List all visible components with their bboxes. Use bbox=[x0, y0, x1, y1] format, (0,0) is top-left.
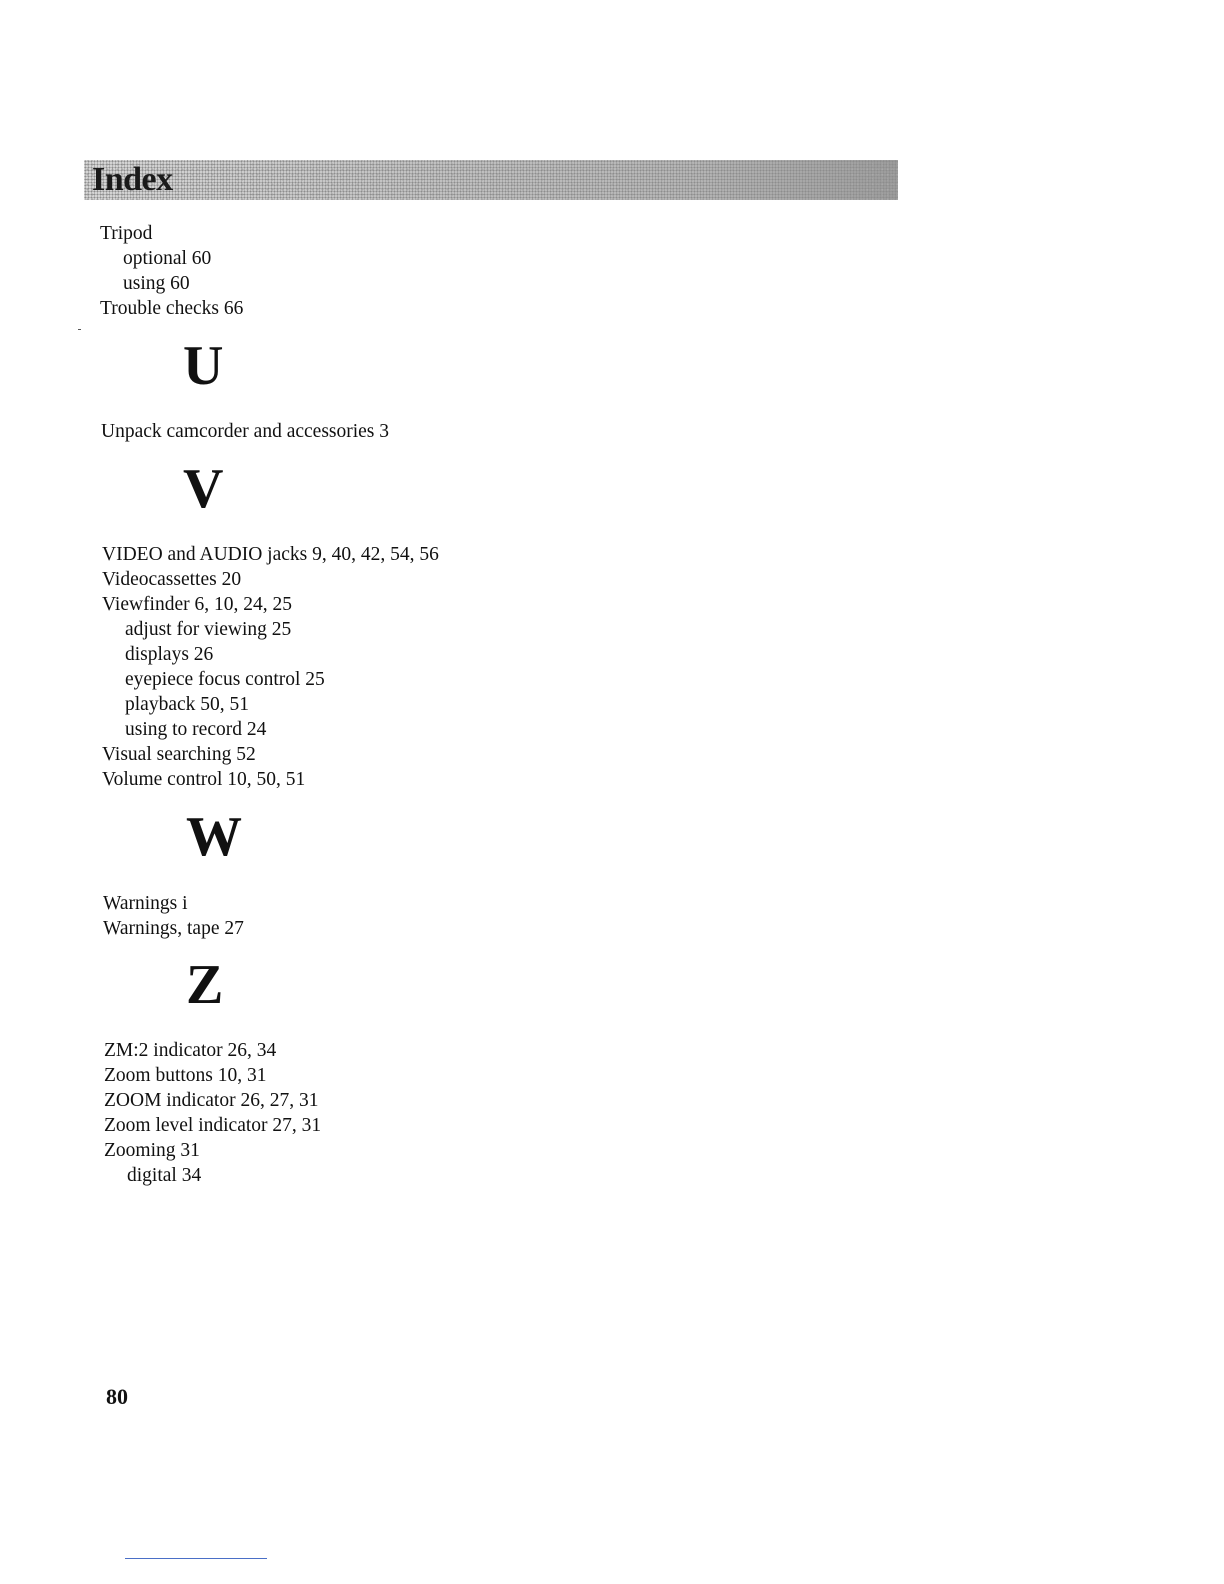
index-subentry: using 60 bbox=[123, 273, 190, 294]
index-subentry: adjust for viewing 25 bbox=[125, 619, 292, 640]
index-entry: Warnings i bbox=[103, 893, 188, 914]
index-block-z bbox=[104, 1038, 321, 1188]
index-subentry: displays 26 bbox=[125, 644, 214, 665]
index-block-t bbox=[100, 221, 243, 321]
index-entry: Viewfinder 6, 10, 24, 25 bbox=[102, 594, 293, 615]
index-entry: Zoom buttons 10, 31 bbox=[104, 1065, 267, 1086]
index-block-v bbox=[102, 542, 439, 792]
index-subentry: using to record 24 bbox=[125, 719, 267, 740]
index-entry: Tripod bbox=[100, 223, 153, 244]
index-entry: Videocassettes 20 bbox=[102, 569, 242, 590]
index-title: Index bbox=[92, 161, 173, 198]
page-number: 80 bbox=[106, 1384, 128, 1409]
section-letter-z: Z bbox=[186, 954, 224, 1016]
footer-rule bbox=[125, 1558, 267, 1559]
index-subentry: eyepiece focus control 25 bbox=[125, 669, 325, 690]
index-entry: Zooming 31 bbox=[104, 1140, 200, 1161]
index-entry: ZM:2 indicator 26, 34 bbox=[104, 1040, 277, 1061]
stray-mark bbox=[78, 329, 81, 330]
section-letter-w: W bbox=[186, 806, 242, 868]
index-block-w bbox=[103, 891, 244, 941]
index-entry: Volume control 10, 50, 51 bbox=[102, 769, 306, 790]
index-entry: ZOOM indicator 26, 27, 31 bbox=[104, 1090, 319, 1111]
section-letter-v: V bbox=[183, 458, 224, 520]
index-entry: Visual searching 52 bbox=[102, 744, 256, 765]
index-header-band bbox=[84, 160, 898, 200]
index-entry: Warnings, tape 27 bbox=[103, 918, 244, 939]
index-subentry: playback 50, 51 bbox=[125, 694, 250, 715]
index-entry: Zoom level indicator 27, 31 bbox=[104, 1115, 322, 1136]
index-entry: Trouble checks 66 bbox=[100, 298, 244, 319]
index-subentry: optional 60 bbox=[123, 248, 212, 269]
index-block-u bbox=[101, 419, 389, 444]
section-letter-u: U bbox=[183, 335, 224, 397]
index-entry: VIDEO and AUDIO jacks 9, 40, 42, 54, 56 bbox=[102, 544, 439, 565]
index-entry: Unpack camcorder and accessories 3 bbox=[101, 421, 390, 442]
index-subentry: digital 34 bbox=[127, 1165, 202, 1186]
